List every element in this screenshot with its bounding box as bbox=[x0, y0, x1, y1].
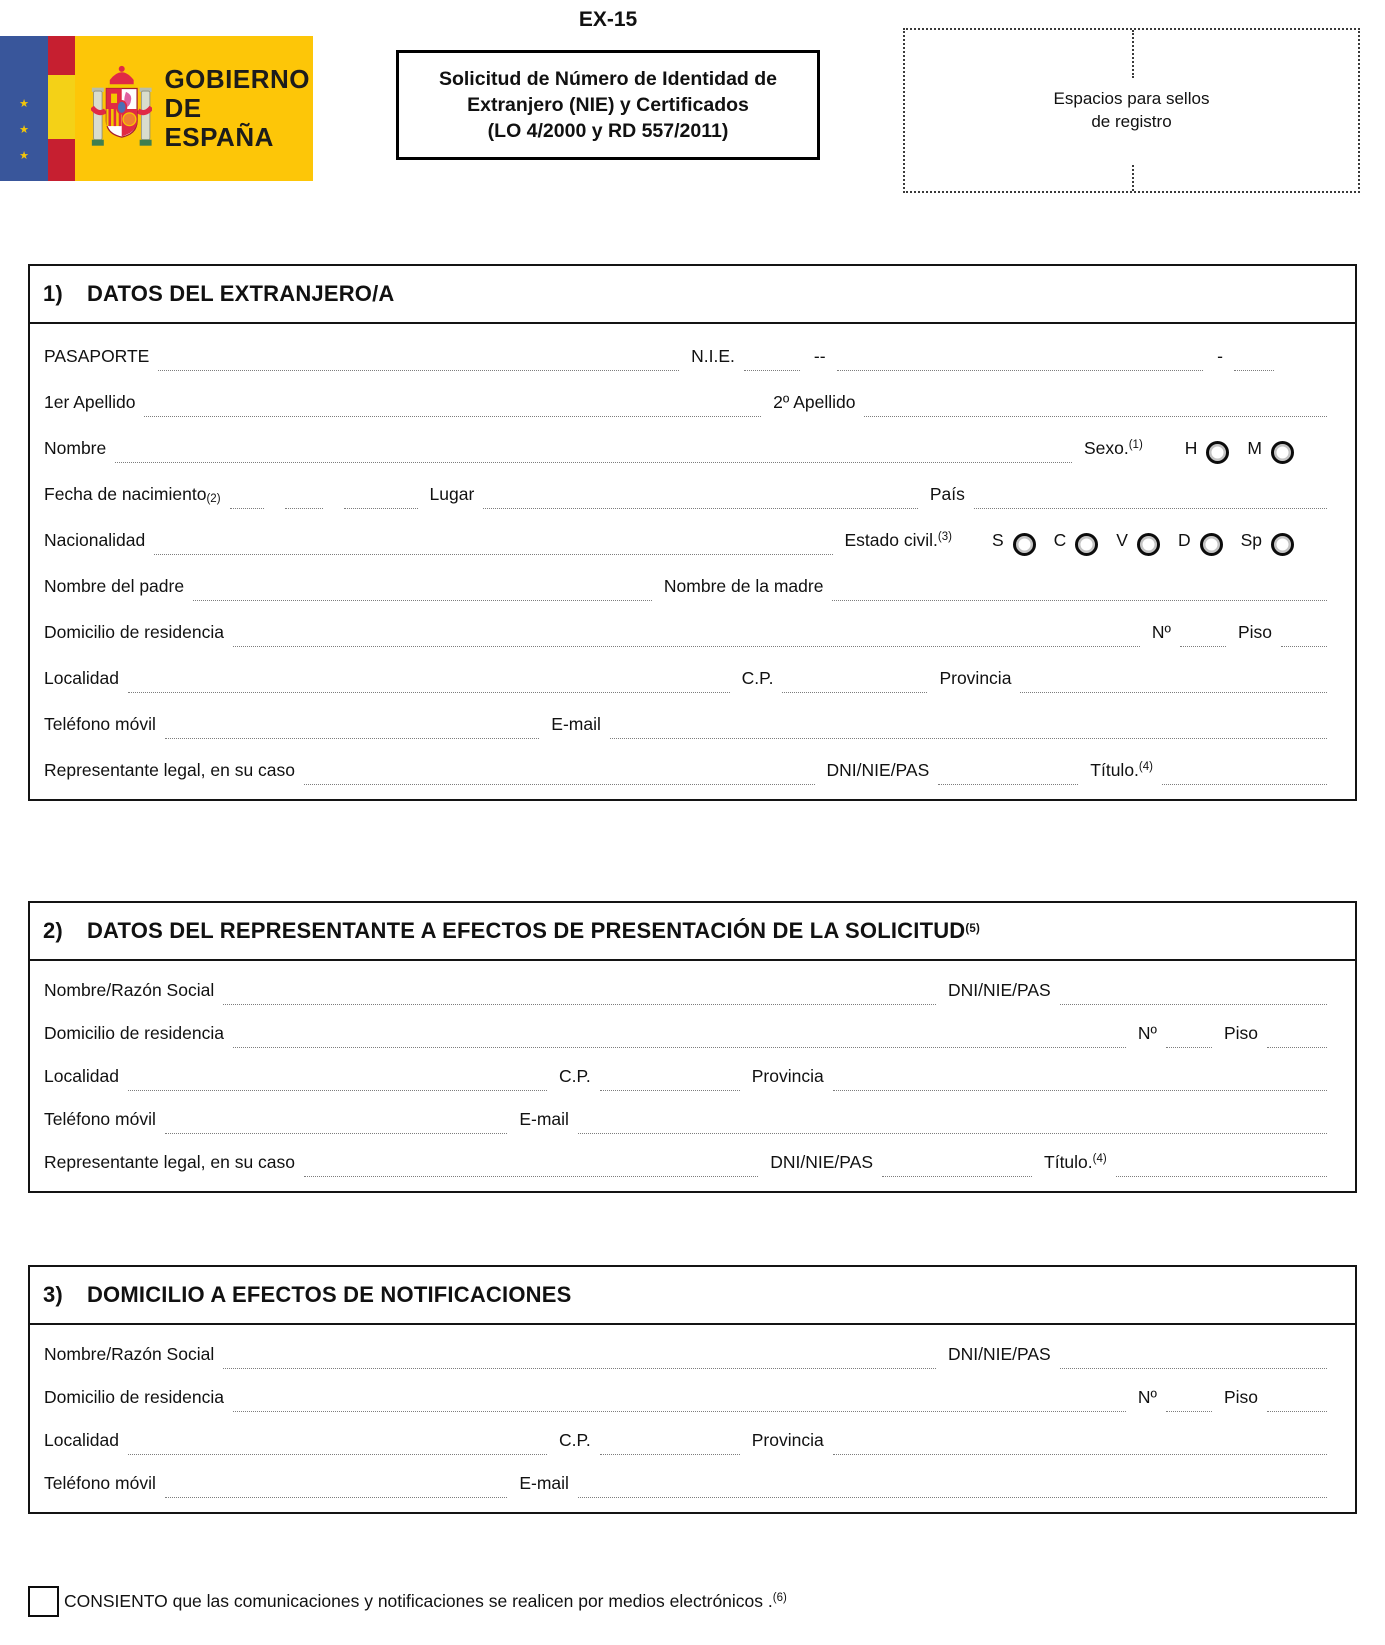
logo-text bbox=[164, 65, 312, 152]
estado-civil-d-radio[interactable] bbox=[1200, 533, 1223, 556]
numero-label: Nº bbox=[1137, 1023, 1157, 1043]
nie-separator2: - bbox=[1217, 346, 1223, 366]
s2-cp-field[interactable] bbox=[600, 1077, 740, 1091]
estado-civil-c-radio[interactable] bbox=[1075, 533, 1098, 556]
section1-body bbox=[30, 324, 1355, 799]
page-header bbox=[0, 0, 1385, 264]
estado-civil-label: Estado civil.$^{(3)}$ bbox=[844, 530, 952, 550]
eu-star-icon: ★ bbox=[19, 124, 29, 136]
estado-civil-v-radio[interactable] bbox=[1137, 533, 1160, 556]
nie-check-field[interactable] bbox=[1234, 357, 1274, 371]
form-row bbox=[44, 1373, 1339, 1416]
s3-localidad-field[interactable] bbox=[128, 1441, 547, 1455]
estado-v-label: V bbox=[1116, 530, 1128, 550]
s2-numero-field[interactable] bbox=[1166, 1034, 1212, 1048]
piso-field[interactable] bbox=[1281, 633, 1327, 647]
form-code: EX-15 bbox=[578, 8, 638, 31]
nie-label: N.I.E. bbox=[691, 346, 735, 366]
s3-nombre-razon-field[interactable] bbox=[223, 1355, 936, 1369]
registry-stamp-box bbox=[903, 28, 1360, 193]
form-row bbox=[44, 559, 1339, 605]
cp-field[interactable] bbox=[782, 679, 927, 693]
representante-label: Representante legal, en su caso bbox=[44, 1152, 295, 1172]
s2-dni-field[interactable] bbox=[1060, 991, 1327, 1005]
eu-flag-band bbox=[0, 36, 48, 181]
estado-d-label: D bbox=[1177, 530, 1191, 550]
form-row bbox=[44, 651, 1339, 697]
section3-header bbox=[30, 1267, 1355, 1325]
nombre-madre-field[interactable] bbox=[832, 587, 1327, 601]
sexo-label: Sexo.$^{(1)}$ bbox=[1083, 438, 1143, 458]
localidad-label: Localidad bbox=[44, 668, 119, 688]
nombre-madre-label: Nombre de la madre bbox=[663, 576, 824, 596]
representante-label: Representante legal, en su caso bbox=[44, 760, 295, 780]
nacionalidad-field[interactable] bbox=[154, 541, 832, 555]
s2-telefono-field[interactable] bbox=[165, 1120, 507, 1134]
sexo-m-radio[interactable] bbox=[1271, 441, 1294, 464]
form-row bbox=[44, 1095, 1339, 1138]
consent-text: CONSIENTO que las comunicaciones y notificaciones se realicen por medios electrónicos .$^{(6)}$ bbox=[64, 1591, 787, 1611]
form-title-line3: (LO 4/2000 y RD 557/2011) bbox=[487, 120, 729, 143]
apellido1-label: 1er Apellido bbox=[44, 392, 136, 412]
fecha-anio-field[interactable] bbox=[344, 495, 418, 509]
nombre-label: Nombre bbox=[44, 438, 107, 458]
sexo-h-radio[interactable] bbox=[1206, 441, 1229, 464]
logo-main-field bbox=[75, 36, 313, 181]
email-label: E-mail bbox=[519, 1109, 569, 1129]
s2-representante-field[interactable] bbox=[304, 1163, 758, 1177]
lugar-label: Lugar bbox=[429, 484, 475, 504]
telefono-label: Teléfono móvil bbox=[44, 714, 156, 734]
form-title-line1: Solicitud de Número de Identidad de bbox=[438, 68, 778, 90]
pais-field[interactable] bbox=[974, 495, 1327, 509]
form-row bbox=[44, 1330, 1339, 1373]
form-title-line2: Extranjero (NIE) y Certificados bbox=[467, 94, 749, 117]
spain-flag-stripe bbox=[48, 36, 75, 181]
numero-label: Nº bbox=[1151, 622, 1171, 642]
piso-label: Piso bbox=[1237, 622, 1272, 642]
pasaporte-field[interactable] bbox=[158, 357, 679, 371]
s3-domicilio-field[interactable] bbox=[233, 1398, 1126, 1412]
domicilio-field[interactable] bbox=[233, 633, 1140, 647]
fecha-dia-field[interactable] bbox=[230, 495, 264, 509]
provincia-label: Provincia bbox=[751, 1430, 824, 1450]
nie-number-field[interactable] bbox=[837, 357, 1204, 371]
nombre-field[interactable] bbox=[115, 449, 1072, 463]
form-row bbox=[44, 375, 1339, 421]
email-field[interactable] bbox=[610, 725, 1327, 739]
s3-dni-field[interactable] bbox=[1060, 1355, 1327, 1369]
eu-star-icon: ★ bbox=[19, 97, 29, 110]
section2-title: DATOS DEL REPRESENTANTE A EFECTOS DE PRESENTACIÓN DE LA SOLICITUD$^{(5)}$ bbox=[86, 918, 981, 943]
section3-number: 3) bbox=[43, 1282, 63, 1307]
apellido2-field[interactable] bbox=[864, 403, 1327, 417]
form-row bbox=[44, 467, 1339, 513]
pais-label: País bbox=[929, 484, 965, 504]
nombre-padre-label: Nombre del padre bbox=[44, 576, 185, 596]
localidad-label: Localidad bbox=[44, 1066, 119, 1086]
form-row bbox=[44, 329, 1339, 375]
estado-civil-sp-radio[interactable] bbox=[1271, 533, 1294, 556]
form-row bbox=[44, 1052, 1339, 1095]
nombre-razon-label: Nombre/Razón Social bbox=[44, 980, 215, 1000]
form-row bbox=[44, 743, 1339, 789]
fecha-mes-field[interactable] bbox=[285, 495, 323, 509]
section-3 bbox=[28, 1265, 1357, 1514]
s3-piso-field[interactable] bbox=[1267, 1398, 1327, 1412]
section-2 bbox=[28, 901, 1357, 1193]
estado-sp-label: Sp bbox=[1240, 530, 1262, 550]
representante-field[interactable] bbox=[304, 771, 815, 785]
logo-line2: DE ESPAÑA bbox=[164, 92, 274, 153]
email-label: E-mail bbox=[519, 1473, 569, 1493]
form-row bbox=[44, 1459, 1339, 1502]
titulo-label: Título.$^{(4)}$ bbox=[1090, 760, 1153, 780]
form-row bbox=[44, 513, 1339, 559]
section2-body bbox=[30, 961, 1355, 1191]
nombre-razon-label: Nombre/Razón Social bbox=[44, 1344, 215, 1364]
consent-checkbox[interactable] bbox=[28, 1586, 59, 1617]
sexo-h-label: H bbox=[1184, 438, 1198, 458]
form-row bbox=[44, 1009, 1339, 1052]
pasaporte-label: PASAPORTE bbox=[44, 346, 150, 366]
section3-body bbox=[30, 1325, 1355, 1512]
s2-titulo-field[interactable] bbox=[1116, 1163, 1327, 1177]
telefono-label: Teléfono móvil bbox=[44, 1473, 156, 1493]
s2-representante-dni-field[interactable] bbox=[882, 1163, 1032, 1177]
dni-label: DNI/NIE/PAS bbox=[826, 760, 930, 780]
representante-dni-field[interactable] bbox=[938, 771, 1078, 785]
numero-field[interactable] bbox=[1180, 633, 1226, 647]
gobierno-de-espana-logo bbox=[0, 36, 310, 181]
provincia-field[interactable] bbox=[1020, 679, 1327, 693]
titulo-label: Título.$^{(4)}$ bbox=[1044, 1152, 1107, 1172]
section1-title: DATOS DEL EXTRANJERO/A bbox=[86, 281, 395, 306]
s2-email-field[interactable] bbox=[578, 1120, 1327, 1134]
provincia-label: Provincia bbox=[751, 1066, 824, 1086]
apellido2-label: 2º Apellido bbox=[773, 392, 856, 412]
s3-email-field[interactable] bbox=[578, 1484, 1327, 1498]
localidad-label: Localidad bbox=[44, 1430, 119, 1450]
nacionalidad-label: Nacionalidad bbox=[44, 530, 146, 550]
section-1 bbox=[28, 264, 1357, 801]
lugar-field[interactable] bbox=[483, 495, 918, 509]
dni-label: DNI/NIE/PAS bbox=[947, 980, 1051, 1000]
numero-label: Nº bbox=[1137, 1387, 1157, 1407]
stamp-box-line1: Espacios para sellos bbox=[1053, 88, 1210, 108]
form-row bbox=[44, 697, 1339, 743]
coat-of-arms-icon bbox=[91, 57, 152, 161]
form-row bbox=[44, 966, 1339, 1009]
apellido1-field[interactable] bbox=[144, 403, 761, 417]
consent-row bbox=[28, 1586, 1357, 1617]
s2-piso-field[interactable] bbox=[1267, 1034, 1327, 1048]
dni-label: DNI/NIE/PAS bbox=[770, 1152, 874, 1172]
eu-star-icon: ★ bbox=[19, 150, 29, 163]
nie-separator: -- bbox=[813, 346, 826, 366]
form-row bbox=[44, 421, 1339, 467]
section1-header bbox=[30, 266, 1355, 324]
provincia-label: Provincia bbox=[939, 668, 1012, 688]
domicilio-label: Domicilio de residencia bbox=[44, 622, 224, 642]
section3-title: DOMICILIO A EFECTOS DE NOTIFICACIONES bbox=[86, 1282, 572, 1307]
stamp-box-line2: de registro bbox=[1091, 111, 1172, 131]
dni-label: DNI/NIE/PAS bbox=[947, 1344, 1051, 1364]
logo-line1: GOBIERNO bbox=[164, 63, 311, 94]
estado-c-label: C bbox=[1053, 530, 1067, 550]
nombre-padre-field[interactable] bbox=[193, 587, 652, 601]
section1-number: 1) bbox=[43, 281, 63, 306]
s2-provincia-field[interactable] bbox=[833, 1077, 1327, 1091]
domicilio-label: Domicilio de residencia bbox=[44, 1387, 224, 1407]
s3-cp-field[interactable] bbox=[600, 1441, 740, 1455]
piso-label: Piso bbox=[1223, 1023, 1258, 1043]
piso-label: Piso bbox=[1223, 1387, 1258, 1407]
s3-numero-field[interactable] bbox=[1166, 1398, 1212, 1412]
form-row bbox=[44, 605, 1339, 651]
telefono-label: Teléfono móvil bbox=[44, 1109, 156, 1129]
s2-localidad-field[interactable] bbox=[128, 1077, 547, 1091]
domicilio-label: Domicilio de residencia bbox=[44, 1023, 224, 1043]
cp-label: C.P. bbox=[741, 668, 774, 688]
s2-nombre-razon-field[interactable] bbox=[223, 991, 936, 1005]
form-row bbox=[44, 1416, 1339, 1459]
s3-telefono-field[interactable] bbox=[165, 1484, 507, 1498]
telefono-field[interactable] bbox=[165, 725, 539, 739]
form-title-box bbox=[396, 50, 820, 160]
section2-number: 2) bbox=[43, 918, 63, 943]
s3-provincia-field[interactable] bbox=[833, 1441, 1327, 1455]
email-label: E-mail bbox=[551, 714, 601, 734]
fecha-nacimiento-label: Fecha de nacimiento(2) bbox=[44, 484, 221, 505]
estado-civil-s-radio[interactable] bbox=[1013, 533, 1036, 556]
sexo-m-label: M bbox=[1247, 438, 1262, 458]
cp-label: C.P. bbox=[558, 1430, 591, 1450]
form-row bbox=[44, 1138, 1339, 1181]
cp-label: C.P. bbox=[558, 1066, 591, 1086]
titulo-field[interactable] bbox=[1162, 771, 1327, 785]
estado-s-label: S bbox=[991, 530, 1004, 550]
section2-header bbox=[30, 903, 1355, 961]
nie-prefix-field[interactable] bbox=[744, 357, 800, 371]
s2-domicilio-field[interactable] bbox=[233, 1034, 1126, 1048]
localidad-field[interactable] bbox=[128, 679, 730, 693]
